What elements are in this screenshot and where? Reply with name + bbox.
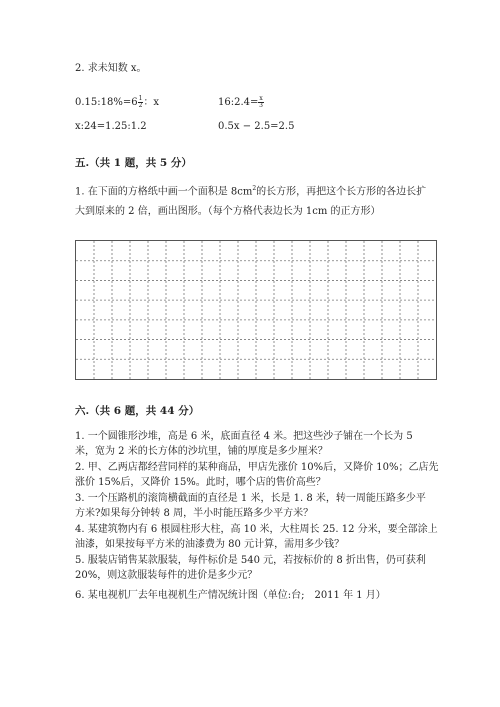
section-2-header: 2. 求未知数 x。 (75, 63, 147, 74)
section-6-title: 六.（共 6 题，共 44 分） (75, 405, 200, 417)
section-6-question-line: 20%，则这款服装每件的进价是多少元？ (75, 570, 258, 581)
section-6-question-line: 涨价 15%后，又降价 15%。此时，哪个店的售价高些？ (75, 477, 326, 488)
section-6-question-line: 4. 某建筑物内有 6 根圆柱形大柱，高 10 米，大柱周长 25. 12 分米，要全部涂上 (75, 524, 438, 535)
section-6-question-line: 6. 某电视机厂去年电视机生产情况统计图（单位:台; 2011 年 1 月） (75, 590, 386, 601)
equation-1-fraction: $\frac{1}{2}$ (138, 95, 143, 109)
equation-2 (218, 96, 264, 110)
equation-2-fraction: $\frac{x}{3}$ (259, 95, 263, 109)
section-5-question-line-2: 大到原来的 2 倍，画出图形。（每个方格代表边长为 1cm 的正方形） (75, 206, 381, 217)
section-6-question-line: 油漆，如果按每平方米的油漆费为 80 元计算，需用多少钱？ (75, 539, 345, 550)
section-6-question-line: 米，宽为 2 米的长方体的沙坑里，铺的厚度是多少厘米？ (75, 446, 328, 457)
square-grid[interactable] (75, 240, 437, 380)
grid-lines (76, 241, 438, 381)
equation-1 (75, 96, 159, 110)
section-6-question-line: 方米?如果每分钟转 8 周，半小时能压路多少平方米？ (75, 508, 314, 519)
equation-1-right: ：x (143, 97, 160, 108)
equation-4: 0.5x − 2.5=2.5 (218, 121, 295, 132)
section-5-title: 五.（共 1 题，共 5 分） (75, 157, 192, 169)
section-6-question-line: 2. 甲、乙两店都经营同样的某种商品，甲店先涨价 10%后，又降价 10%；乙店先 (75, 462, 439, 473)
section-6-question-line: 3. 一个压路机的滚筒横截面的直径是 1 米，长是 1. 8 米，转一周能压路多少平 (75, 493, 426, 504)
equation-1-left: 0.15:18%=6 (75, 97, 138, 108)
equation-3: x:24=1.25:1.2 (75, 121, 147, 132)
equation-2-left: 16:2.4= (218, 97, 259, 108)
section-6-question-line: 5. 服装店销售某款服装，每件标价是 540 元，若按标价的 8 折出售，仍可获利 (75, 555, 426, 566)
section-6-question-line: 1. 一个圆锥形沙堆，高是 6 米，底面直径 4 米。把这些沙子铺在一个长为 5 (75, 431, 413, 442)
section-5-question-line-1: 1. 在下面的方格纸中画一个面积是 $8cm^2$的长方形，再把这个长方形的各边长扩 (75, 185, 427, 198)
